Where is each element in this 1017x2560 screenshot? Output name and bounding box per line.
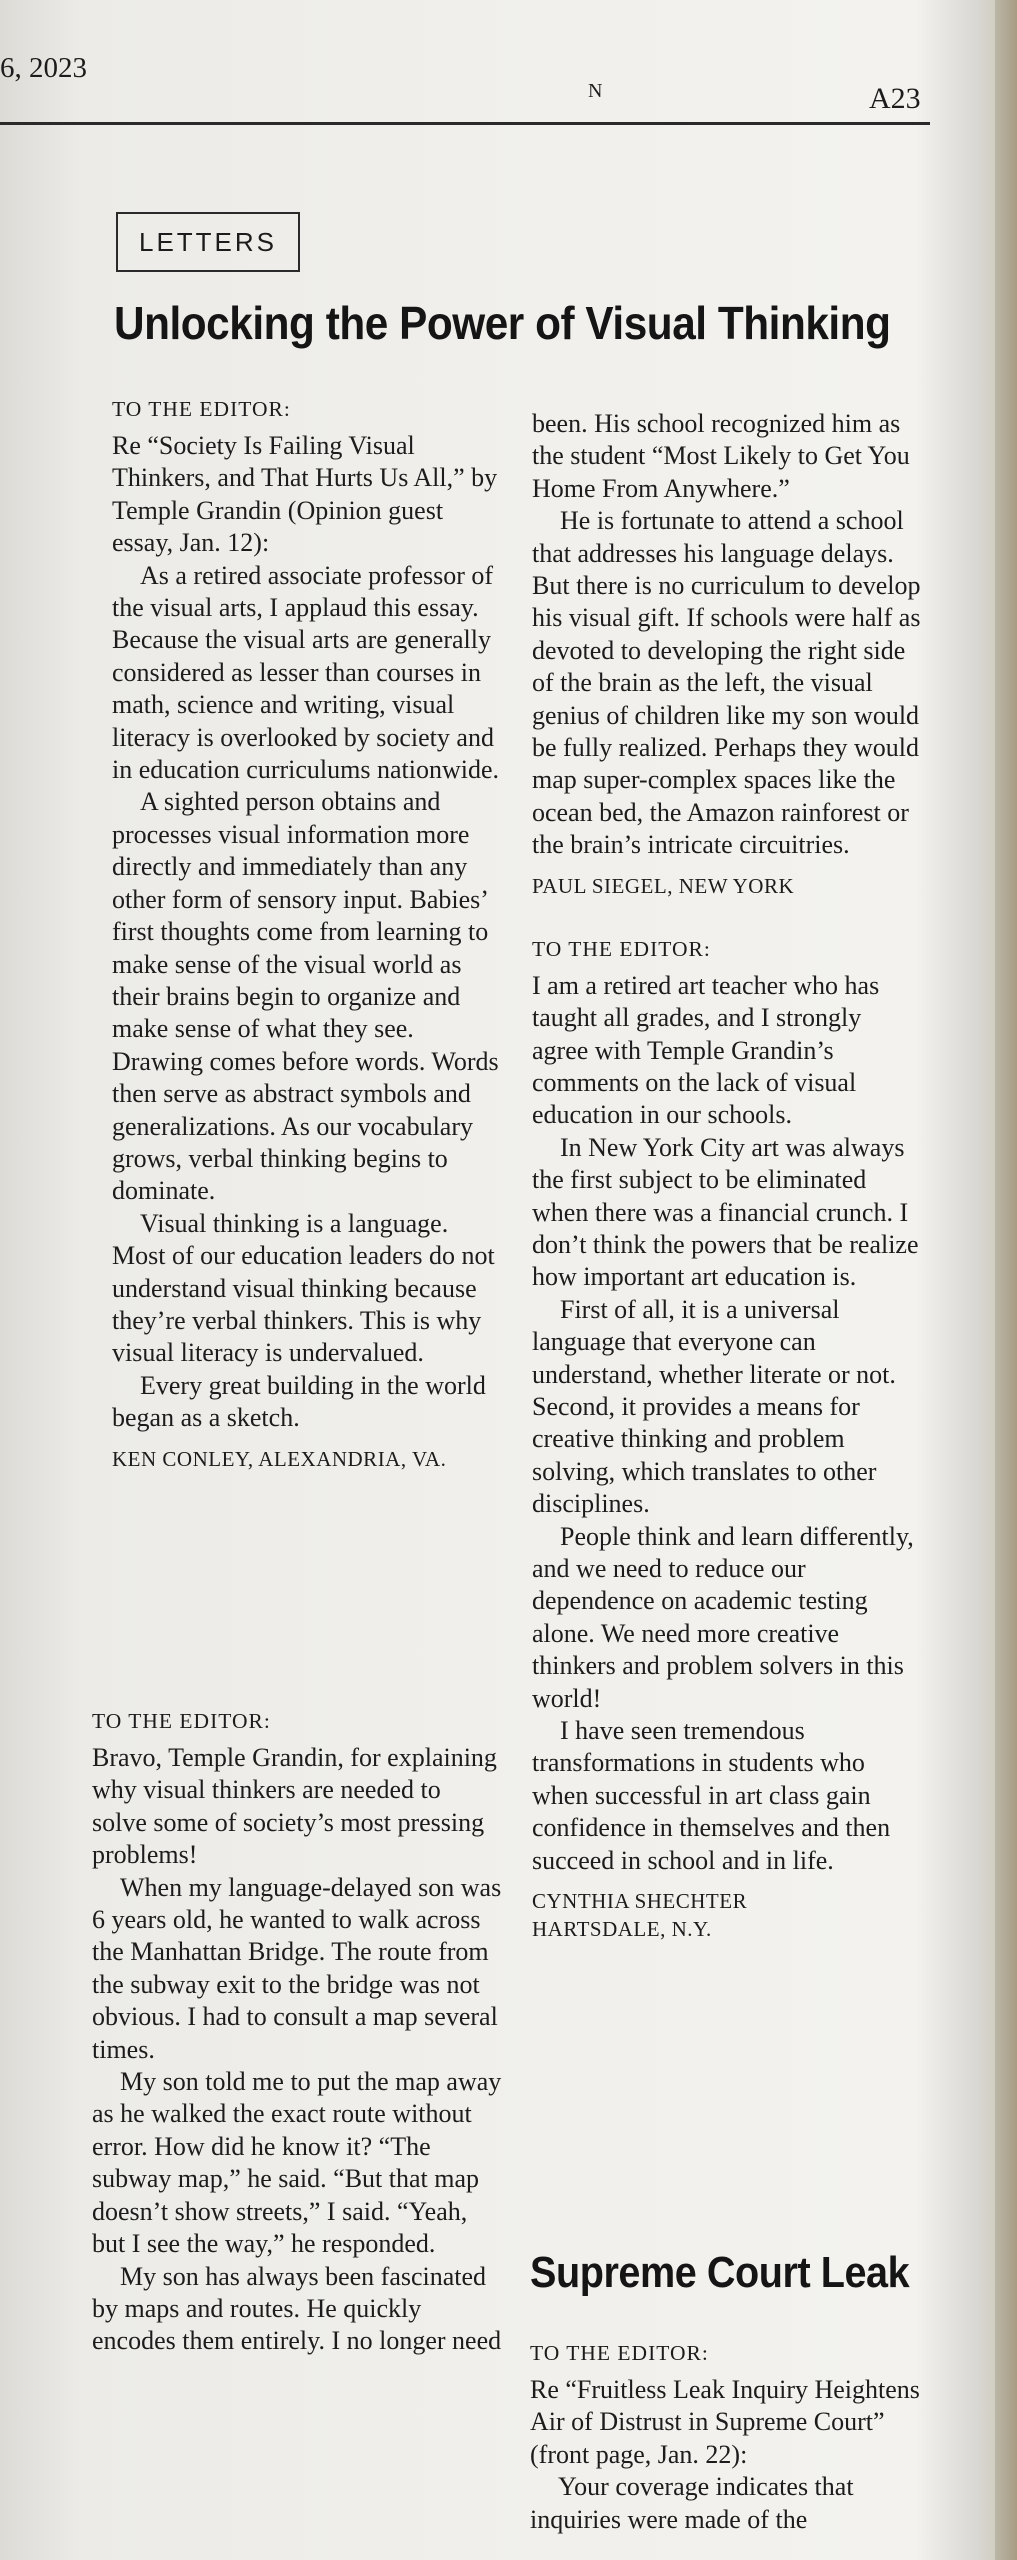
letter-4 [530, 2338, 930, 2536]
letter-1-paragraph: Re “Society Is Failing Visual Thinkers, and That Hurts Us All,” by Temple Grandin (Opinion guest essay, Jan. 12): [112, 431, 498, 558]
letter-2 [92, 1706, 502, 2358]
letter-2-signature: PAUL SIEGEL, NEW YORK [532, 873, 795, 898]
letter-4-paragraph: Re “Fruitless Leak Inquiry Heightens Air of Distrust in Supreme Court” (front page, Jan. 22): [530, 2375, 920, 2469]
letter-3-signature-place: HARTSDALE, N.Y. [532, 1917, 712, 1942]
letter-1-paragraph: As a retired associate professor of the visual arts, I applaud this essay. Because the visual arts are generally considered as lesser than courses in math, science and writing, visual literacy is overlooked by society and in education curriculums nationwide. [112, 560, 500, 785]
header-page-number: A23 [869, 82, 921, 115]
letter-1-signature: KEN CONLEY, ALEXANDRIA, VA. [112, 1446, 447, 1471]
letter-1-paragraph: Visual thinking is a language. Most of our education leaders do not understand visual thinking because they’re verbal thinkers. This is why visual literacy is undervalued. [112, 1208, 495, 1368]
header-edition: N [588, 80, 603, 102]
letter-2-paragraph: Bravo, Temple Grandin, for explaining why visual thinkers are needed to solve some of society’s most pressing problems! [92, 1743, 497, 1870]
letter-1-salutation: TO THE EDITOR: [112, 397, 291, 421]
letter-2-salutation: TO THE EDITOR: [92, 1709, 271, 1733]
letter-3-paragraph: First of all, it is a universal language that everyone can understand, whether literate or not. Second, it provides a means for creative thinking and problem solving, which translates to other disciplines. [532, 1294, 896, 1519]
letter-3-paragraph: I have seen tremendous transformations in students who when successful in art class gain confidence in themselves and then succeed in school and in life. [532, 1716, 891, 1875]
section-label: LETTERS [116, 212, 300, 272]
letter-4-paragraph: Your coverage indicates that inquiries were made of the [530, 2472, 854, 2534]
letter-4-salutation: TO THE EDITOR: [530, 2341, 709, 2365]
letter-2-continuation: been. His school recognized him as the student “Most Likely to Get You Home From Anywhere.” [532, 409, 910, 503]
page-edge [995, 0, 1017, 2560]
letter-1-paragraph: A sighted person obtains and processes visual information more directly and immediately than any other form of sensory input. Babies’ first thoughts come from learning to make sense of the visual world as their brains begin to organize and make sense of what they see. Drawing comes before words. Words then serve as abstract symbols and generalizations. As our vocabulary grows, verbal thinking begins to dominate. [112, 787, 499, 1206]
main-headline: Unlocking the Power of Visual Thinking [114, 297, 891, 349]
letter-2-paragraph: When my language-delayed son was 6 years old, he wanted to walk across the Manhattan Bridge. The route from the subway exit to the bridge was not obvious. I had to consult a map several times. [92, 1872, 502, 2064]
letter-2-paragraph: My son has always been fascinated by maps and routes. He quickly encodes them entirely. I no longer need [92, 2261, 502, 2356]
letter-3-signature-name: CYNTHIA SHECHTER [532, 1889, 748, 1914]
letter-2-continuation: He is fortunate to attend a school that addresses his language delays. But there is no curriculum to develop his visual gift. If schools were half as devoted to developing the right side of the brain as the left, the visual genius of children like my son would be fully realized. Perhaps they would map super-complex spaces like the ocean bed, the Amazon rainforest or the brain’s intricate circuitries. [532, 506, 921, 860]
letter-3-paragraph: I am a retired art teacher who has taught all grades, and I strongly agree with Temple Grandin’s comments on the lack of visual education in our schools. [532, 970, 880, 1130]
letter-2-paragraph: My son told me to put the map away as he walked the exact route without error. How did he know it? “The subway map,” he said. “But that map doesn’t show streets,” I said. “Yeah, but I see the way,” he responded. [92, 2067, 502, 2259]
letter-3-salutation: TO THE EDITOR: [532, 936, 711, 961]
header-rule [0, 122, 930, 125]
header-date: 6, 2023 [0, 52, 87, 84]
letter-1-paragraph: Every great building in the world began as a sketch. [112, 1370, 486, 1433]
letter-3-paragraph: People think and learn differently, and we need to reduce our dependence on academic testing alone. We need more creative thinkers and problem solvers in this world! [532, 1521, 914, 1713]
letter-3-paragraph: In New York City art was always the first subject to be eliminated when there was a financial crunch. I don’t think the powers that be realize how important art education is. [532, 1132, 919, 1292]
second-headline: Supreme Court Leak [530, 2248, 910, 2297]
right-column [532, 408, 924, 1943]
letter-1 [112, 394, 504, 1473]
